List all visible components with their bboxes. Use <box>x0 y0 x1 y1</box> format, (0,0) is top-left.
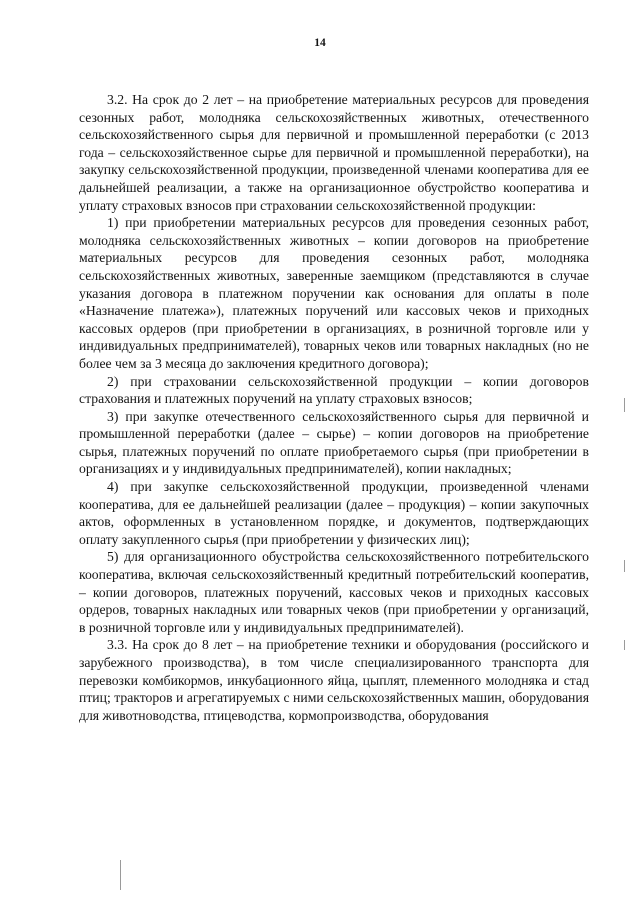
scan-mark <box>624 560 625 572</box>
list-item-2: 2) при страховании сельскохозяйственной продукции – копии договоров страхования и платежных поручений на уплату страховых взносов; <box>79 373 589 407</box>
scan-mark <box>624 640 625 650</box>
page-number: 14 <box>314 37 326 49</box>
paragraph-3-3: 3.3. На срок до 8 лет – на приобретение техники и оборудования (российского и зарубежного производства), в том числе специализированного транспорта для перевозки комбикормов, инкубационного яйца, цыплят, племенного молодняка и стад птиц; тракторов и агрегатируемых с ними сельскохозяйственных машин, оборудования для животноводства, птицеводства, кормопроизводства, оборудования <box>79 637 589 723</box>
list-item-4: 4) при закупке сельскохозяйственной продукции, произведенной членами кооператива, для ее дальнейшей реализации (далее – продукция) – копии закупочных актов, оформленных в установленном порядке, и документов, подтверждающих оплату закупленного сырья (при приобретении у физических лиц); <box>79 479 589 547</box>
document-body <box>79 91 589 724</box>
list-item-5: 5) для организационного обустройства сельскохозяйственного потребительского кооператива, включая сельскохозяйственный кредитный потребительский кооператив, – копии договоров, платежных поручений, кассовых чеков и приходных кассовых ордеров, товарных накладных или товарных чеков (при приобретении у организаций, в розничной торговле или у индивидуальных предпринимателей). <box>79 549 589 635</box>
paragraph-3-2: 3.2. На срок до 2 лет – на приобретение материальных ресурсов для проведения сезонных работ, молодняка сельскохозяйственных животных, отечественного сельскохозяйственного сырья для первичной и промышленной переработки (с 2013 года – сельскохозяйственное сырье для первичной и промышленной переработки), на закупку сельскохозяйственной продукции, произведенной членами кооператива для ее дальнейшей реализации, а также на организационное обустройство кооператива и уплату страховых взносов при страховании сельскохозяйственной продукции: <box>79 92 589 213</box>
scan-mark <box>624 398 625 412</box>
list-item-3: 3) при закупке отечественного сельскохозяйственного сырья для первичной и промышленной переработки (далее – сырье) – копии договоров на приобретение сырья, платежных поручений по оплате приобретаемого сырья (при приобретении в организациях и у индивидуальных предпринимателей), копии накладных; <box>79 408 589 477</box>
scan-mark <box>120 860 121 890</box>
list-item-1: 1) при приобретении материальных ресурсов для проведения сезонных работ, молодняка сельскохозяйственных животных – копии договоров на приобретение материальных ресурсов для проведения сезонных работ, молодняка сельскохозяйственных животных, заверенные заемщиком (представляются в случае указания договора в платежном поручении как основания для оплаты в поле «Назначение платежа»), платежных поручений или кассовых чеков и приходных кассовых ордеров (при приобретении в организациях, в розничной торговле или у индивидуальных предпринимателей), товарных чеков или товарных накладных (но не более чем за 3 месяца до заключения кредитного договора); <box>79 215 589 371</box>
